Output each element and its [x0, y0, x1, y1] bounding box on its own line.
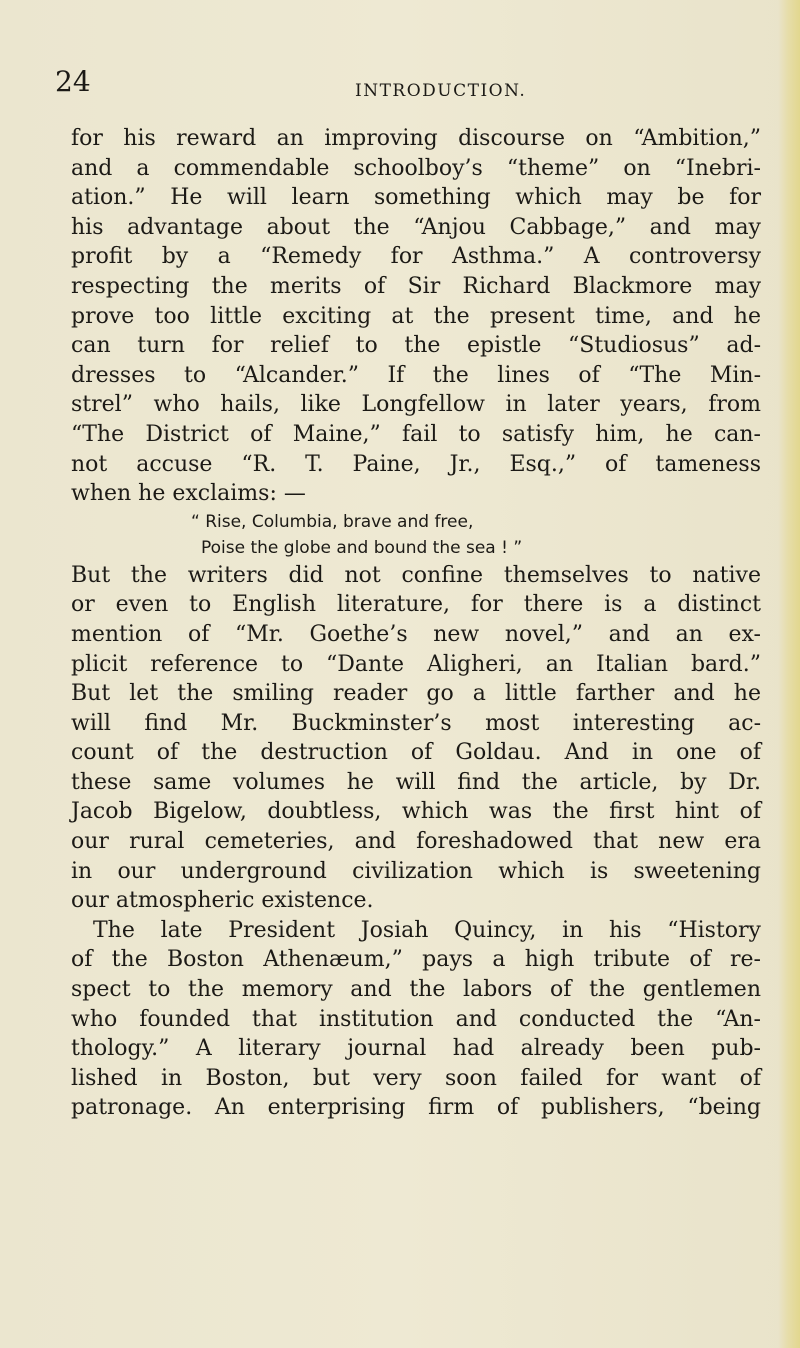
text-line: profit by a “Remedy for Asthma.” A controversy — [71, 244, 761, 270]
page-number: 24 — [55, 65, 91, 98]
text-line: these same volumes he will find the article, by Dr. — [71, 769, 761, 795]
text-line: respecting the merits of Sir Richard Blackmore may — [71, 273, 761, 299]
quote-line: “ Rise, Columbia, brave and free, — [191, 511, 474, 532]
text-line: can turn for relief to the epistle “Studiosus” ad- — [71, 333, 761, 359]
text-line: But let the smiling reader go a little farther and he — [71, 681, 761, 707]
text-line: lished in Boston, but very soon failed for want of — [71, 1065, 761, 1091]
text-line: our rural cemeteries, and foreshadowed that new era — [71, 829, 761, 855]
page-edge — [778, 0, 800, 1348]
text-line: when he exclaims: — — [71, 481, 306, 507]
text-line: dresses to “Alcander.” If the lines of “The Min- — [71, 362, 761, 388]
text-line: prove too little exciting at the present time, and he — [71, 303, 761, 329]
text-line: who founded that institution and conducted the “An- — [71, 1006, 761, 1032]
text-line: his advantage about the “Anjou Cabbage,” and may — [71, 214, 761, 240]
text-line: in our underground civilization which is sweetening — [71, 858, 761, 884]
text-line: thology.” A literary journal had already been pub- — [71, 1036, 761, 1062]
text-line: ation.” He will learn something which may be for — [71, 185, 761, 211]
text-line: mention of “Mr. Goethe’s new novel,” and an ex- — [71, 621, 761, 647]
text-line: The late President Josiah Quincy, in his “History — [93, 917, 761, 943]
text-line: will find Mr. Buckminster’s most interesting ac- — [71, 710, 761, 736]
text-line: strel” who hails, like Longfellow in later years, from — [71, 392, 761, 418]
text-line: or even to English literature, for there is a distinct — [71, 592, 761, 618]
text-line: our atmospheric existence. — [71, 888, 374, 914]
text-line: count of the destruction of Goldau. And in one of — [71, 740, 761, 766]
text-line: patronage. An enterprising firm of publishers, “being — [71, 1095, 761, 1121]
text-line: of the Boston Athenæum,” pays a high tribute of re- — [71, 947, 761, 973]
text-line: “The District of Maine,” fail to satisfy him, he can- — [71, 421, 761, 447]
running-head: INTRODUCTION. — [355, 81, 527, 101]
text-line: But the writers did not confine themselves to native — [71, 562, 761, 588]
text-line: plicit reference to “Dante Aligheri, an Italian bard.” — [71, 651, 761, 677]
text-line: for his reward an improving discourse on “Ambition,” — [71, 126, 761, 151]
body-text — [71, 124, 761, 1123]
text-line: not accuse “R. T. Paine, Jr., Esq.,” of tameness — [71, 451, 761, 477]
text-line: Jacob Bigelow, doubtless, which was the first hint of — [71, 799, 761, 825]
quote-line: Poise the globe and bound the sea ! ” — [201, 537, 523, 558]
text-line: and a commendable schoolboy’s “theme” on “Inebri- — [71, 155, 761, 181]
text-line: spect to the memory and the labors of the gentlemen — [71, 977, 761, 1003]
